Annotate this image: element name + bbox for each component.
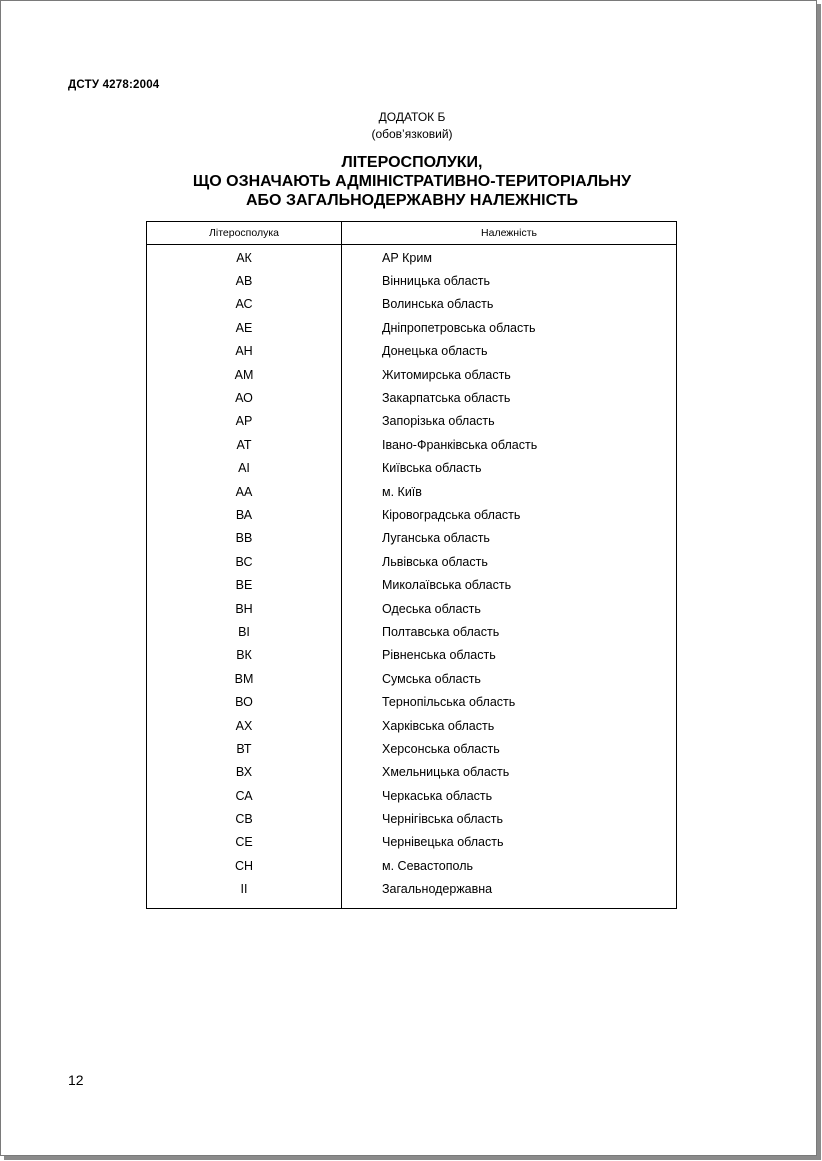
affiliation-cell: АР Крим <box>342 246 677 269</box>
page-number: 12 <box>68 1072 84 1088</box>
letter-code-cell: АО <box>147 386 342 409</box>
table-row <box>147 667 677 690</box>
main-title-line-3: АБО ЗАГАЛЬНОДЕРЖАВНУ НАЛЕЖНІСТЬ <box>246 192 578 209</box>
letter-code-cell: АВ <box>147 269 342 292</box>
affiliation-cell: Миколаївська область <box>342 573 677 596</box>
table-row <box>147 784 677 807</box>
affiliation-cell: Черкаська область <box>342 784 677 807</box>
letter-code-cell: ВО <box>147 690 342 713</box>
table-row <box>147 807 677 830</box>
affiliation-cell: Рівненська область <box>342 644 677 667</box>
table-row <box>147 410 677 433</box>
letter-code-cell: СН <box>147 854 342 877</box>
letter-code-cell: АІ <box>147 457 342 480</box>
table-row <box>147 854 677 877</box>
table-row <box>147 620 677 643</box>
letter-code-cell: ВК <box>147 644 342 667</box>
affiliation-cell: Житомирська область <box>342 363 677 386</box>
table-body <box>147 245 677 909</box>
table-row <box>147 690 677 713</box>
affiliation-cell: Івано-Франківська область <box>342 433 677 456</box>
letter-code-cell: ВВ <box>147 527 342 550</box>
table-row <box>147 573 677 596</box>
affiliation-cell: Запорізька область <box>342 410 677 433</box>
letter-code-cell: СВ <box>147 807 342 830</box>
letter-code-cell: ВТ <box>147 737 342 760</box>
main-title <box>1 153 822 210</box>
table-row <box>147 714 677 737</box>
column-header-affiliation: Належність <box>342 222 677 245</box>
table-spacer <box>147 901 677 909</box>
column-header-code: Літеросполука <box>147 222 342 245</box>
affiliation-cell: Чернівецька область <box>342 831 677 854</box>
table-row <box>147 644 677 667</box>
affiliation-cell: Загальнодержавна <box>342 878 677 901</box>
table-row <box>147 386 677 409</box>
table-row <box>147 269 677 292</box>
table-row <box>147 293 677 316</box>
table-row <box>147 480 677 503</box>
letter-code-cell: АЕ <box>147 316 342 339</box>
letter-code-cell: ВА <box>147 503 342 526</box>
letter-code-cell: АТ <box>147 433 342 456</box>
affiliation-cell: Вінницька область <box>342 269 677 292</box>
affiliation-cell: Дніпропетровська область <box>342 316 677 339</box>
main-title-line-1: ЛІТЕРОСПОЛУКИ, <box>341 154 483 171</box>
letter-code-cell: АА <box>147 480 342 503</box>
table-row <box>147 246 677 269</box>
letter-code-cell: ВН <box>147 597 342 620</box>
affiliation-cell: Луганська область <box>342 527 677 550</box>
table-row <box>147 831 677 854</box>
letter-code-cell: ВЕ <box>147 573 342 596</box>
affiliation-cell: Чернігівська область <box>342 807 677 830</box>
letter-code-cell: АР <box>147 410 342 433</box>
letter-code-cell: ВС <box>147 550 342 573</box>
table-row <box>147 340 677 363</box>
affiliation-cell: Одеська область <box>342 597 677 620</box>
letter-codes-table <box>146 221 677 909</box>
table-row <box>147 316 677 339</box>
affiliation-cell: Сумська область <box>342 667 677 690</box>
affiliation-cell: м. Севастополь <box>342 854 677 877</box>
page-shadow-right <box>817 4 821 1160</box>
table-row <box>147 761 677 784</box>
table-row <box>147 527 677 550</box>
letter-code-cell: АС <box>147 293 342 316</box>
document-code: ДСТУ 4278:2004 <box>68 79 160 91</box>
affiliation-cell: Харківська область <box>342 714 677 737</box>
annex-subtitle: (обов’язковий) <box>371 127 453 141</box>
letter-code-cell: ВХ <box>147 761 342 784</box>
table-row <box>147 457 677 480</box>
affiliation-cell: Херсонська область <box>342 737 677 760</box>
letter-code-cell: ІІ <box>147 878 342 901</box>
affiliation-cell: Хмельницька область <box>342 761 677 784</box>
table-row <box>147 737 677 760</box>
table-row <box>147 433 677 456</box>
affiliation-cell: Тернопільська область <box>342 690 677 713</box>
affiliation-cell: м. Київ <box>342 480 677 503</box>
affiliation-cell: Полтавська область <box>342 620 677 643</box>
letter-code-cell: ВМ <box>147 667 342 690</box>
main-title-line-2: ЩО ОЗНАЧАЮТЬ АДМІНІСТРАТИВНО-ТЕРИТОРІАЛЬНУ <box>192 173 632 190</box>
letter-code-cell: ВІ <box>147 620 342 643</box>
table-row <box>147 550 677 573</box>
table-row <box>147 878 677 901</box>
letter-code-cell: АН <box>147 340 342 363</box>
letter-code-cell: АМ <box>147 363 342 386</box>
affiliation-cell: Львівська область <box>342 550 677 573</box>
table-row <box>147 503 677 526</box>
affiliation-cell: Донецька область <box>342 340 677 363</box>
letter-code-cell: АК <box>147 246 342 269</box>
letter-code-cell: АХ <box>147 714 342 737</box>
affiliation-cell: Закарпатська область <box>342 386 677 409</box>
table-header-row <box>147 222 677 245</box>
page-shadow-bottom <box>4 1156 821 1160</box>
affiliation-cell: Волинська область <box>342 293 677 316</box>
affiliation-cell: Кіровоградська область <box>342 503 677 526</box>
letter-code-cell: СЕ <box>147 831 342 854</box>
table-row <box>147 597 677 620</box>
affiliation-cell: Київська область <box>342 457 677 480</box>
table-row <box>147 363 677 386</box>
annex-title: ДОДАТОК Б <box>378 110 446 124</box>
letter-code-cell: СА <box>147 784 342 807</box>
